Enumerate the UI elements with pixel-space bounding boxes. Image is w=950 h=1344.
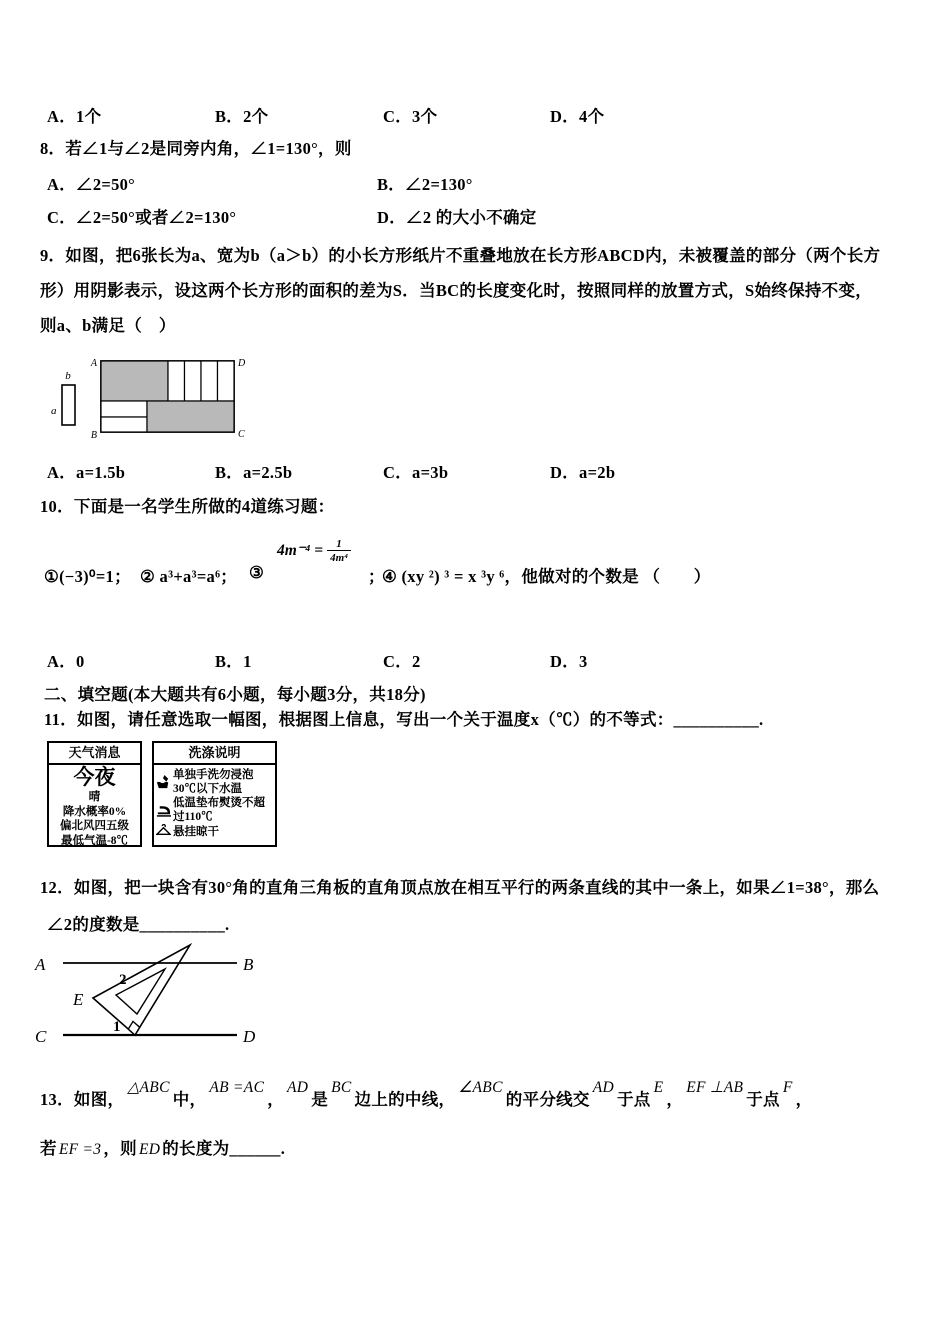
q10-item3-number: ③ xyxy=(249,563,265,582)
q13-text: ， xyxy=(666,1090,684,1109)
q10-item3-formula xyxy=(277,538,351,565)
q12-stem-line2: ∠2的度数是__________. xyxy=(47,915,230,934)
q12-angle-2: 2 xyxy=(119,972,127,988)
q9-stem-line3: 则a、b满足（ ） xyxy=(40,316,176,335)
q13-math-bc: BC xyxy=(331,1079,352,1096)
q11-stem: 11．如图，请任意选取一幅图，根据图上信息，写出一个关于温度x（℃）的不等式：__________. xyxy=(44,710,764,729)
q13-text: 边上的中线， xyxy=(354,1090,456,1109)
q9-option-d: D．a=2b xyxy=(550,463,616,482)
q13-math-ef-eq-3: EF =3 xyxy=(58,1141,102,1158)
q13-stem-line2 xyxy=(40,1135,285,1159)
q9-stem-line1: 9．如图，把6张长为a、宽为b（a＞b）的小长方形纸片不重叠地放在长方形ABCD内，未被覆盖的部分（两个长方 xyxy=(40,246,881,265)
wash-item1-line1: 单独手洗勿浸泡 xyxy=(173,769,254,781)
q8-stem: 8．若∠1与∠2是同旁内角，∠1=130°，则 xyxy=(40,139,352,158)
weather-tonight: 今夜 xyxy=(73,765,116,789)
q9-option-c: C．a=3b xyxy=(383,463,449,482)
wash-box-title: 洗涤说明 xyxy=(154,743,275,765)
wash-item2-line1: 低温垫布熨烫不超 xyxy=(173,797,265,809)
section2-heading: 二、填空题(本大题共有6小题，每小题3分，共18分) xyxy=(44,685,426,704)
q13-stem-line1 xyxy=(40,1079,813,1110)
q9-label-B: B xyxy=(90,430,97,441)
q12-right-angle-mark xyxy=(128,1021,139,1035)
q13-text: ， xyxy=(795,1090,813,1109)
q8-option-b: B．∠2=130° xyxy=(377,175,473,194)
q12-stem-line1: 12．如图，把一块含有30°角的直角三角板的直角顶点放在相互平行的两条直线的其中一条上，如果∠1=38°，那么 xyxy=(40,878,880,897)
q13-text: ， xyxy=(267,1090,285,1109)
q9-stem-line2: 形）用阴影表示，设这两个长方形的面积的差为S．当BC的长度变化时，按照同样的放置方式，S始终保持不变， xyxy=(40,281,873,300)
q13-text: ，则 xyxy=(103,1139,137,1158)
q9-label-C: C xyxy=(238,429,245,440)
q9-option-a: A．a=1.5b xyxy=(47,463,126,482)
q13-text: 中， xyxy=(172,1090,207,1109)
q9-small-rect xyxy=(62,385,75,425)
q12-triangle-outer xyxy=(93,945,190,1035)
weather-low-temp: 最低气温-8℃ xyxy=(60,834,129,847)
q10-option-a: A．0 xyxy=(47,652,85,671)
q13-text: 是 xyxy=(311,1090,329,1109)
q13-math-e: E xyxy=(653,1079,664,1096)
q9-options-row xyxy=(47,459,615,483)
wash-item2-line2: 过110℃ xyxy=(173,811,213,823)
q10-stem: 10．下面是一名学生所做的4道练习题： xyxy=(40,497,335,516)
weather-precipitation: 降水概率0% xyxy=(62,805,127,818)
q9-label-a: a xyxy=(51,405,57,417)
weather-wind: 偏北风四五级 xyxy=(60,820,129,832)
q11-wash-box xyxy=(152,741,277,847)
q12-figure xyxy=(25,938,265,1058)
q12-label-E: E xyxy=(73,990,84,1009)
q8-options-row2 xyxy=(47,204,537,228)
q7-option-c: C．3个 xyxy=(383,107,438,126)
q7-options-row xyxy=(47,103,604,127)
q9-figure-svg xyxy=(44,352,260,447)
q10-option-b: B．1 xyxy=(215,652,252,671)
q13-math-ed: ED xyxy=(138,1141,161,1158)
hand-wash-icon xyxy=(156,775,171,790)
q7-option-a: A．1个 xyxy=(47,107,102,126)
q13-math-ad2: AD xyxy=(592,1079,614,1096)
q13-text: 若 xyxy=(40,1139,57,1158)
q10-formula-fraction xyxy=(327,538,351,565)
q9-hstrip-2 xyxy=(101,417,147,432)
q8-options-row1 xyxy=(47,171,473,195)
q9-label-D: D xyxy=(238,358,246,369)
q7-option-b: B．2个 xyxy=(215,107,269,126)
q10-separator: ； xyxy=(368,567,385,586)
q13-math-ef-perp-ab: EF ⊥AB xyxy=(686,1079,744,1096)
q12-label-D: D xyxy=(243,1027,256,1046)
q12-label-A: A xyxy=(35,955,46,974)
q10-item1: ①(−3)⁰=1； xyxy=(44,567,131,586)
q9-strip-2 xyxy=(185,361,202,401)
q9-strip-1 xyxy=(168,361,185,401)
q9-hstrip-1 xyxy=(101,401,147,417)
q8-option-c: C．∠2=50°或者∠2=130° xyxy=(47,208,237,227)
q13-math-ad: AD xyxy=(287,1079,309,1096)
iron-icon xyxy=(156,803,171,818)
q9-strip-4 xyxy=(218,361,235,401)
q9-strip-3 xyxy=(201,361,218,401)
weather-sunny: 晴 xyxy=(88,791,101,803)
q12-angle-1: 1 xyxy=(113,1019,121,1035)
hanger-icon xyxy=(156,824,171,839)
q13-text: 于点 xyxy=(616,1090,651,1109)
q10-item2: ② a³+a³=a⁶； xyxy=(140,567,238,586)
weather-box-title: 天气消息 xyxy=(49,743,140,765)
q10-options-row xyxy=(47,648,588,672)
wash-item3: 悬挂晾干 xyxy=(173,825,219,838)
q8-option-a: A．∠2=50° xyxy=(47,175,136,194)
q13-text: 的长度为______. xyxy=(162,1139,286,1158)
q9-shaded-top xyxy=(101,361,168,401)
q9-label-A: A xyxy=(90,358,97,369)
q10-fraction-denominator: 4m⁴ xyxy=(327,550,351,565)
q10-option-d: D．3 xyxy=(550,652,588,671)
q10-fraction-numerator: 1 xyxy=(336,538,342,550)
q13-math-f: F xyxy=(782,1079,793,1096)
q9-shaded-bottom xyxy=(147,401,234,432)
q9-label-b: b xyxy=(65,370,71,382)
q13-text: 的平分线交 xyxy=(505,1090,590,1109)
q9-option-b: B．a=2.5b xyxy=(215,463,293,482)
q10-formula-lhs: 4m⁻⁴ = xyxy=(277,542,324,560)
q10-option-c: C．2 xyxy=(383,652,421,671)
q9-figure xyxy=(44,352,260,452)
q13-math-ab-eq-ac: AB =AC xyxy=(209,1079,265,1096)
q12-figure-svg xyxy=(25,938,265,1053)
q13-text: 13．如图， xyxy=(40,1090,125,1109)
q13-math-triangle-abc: △ABC xyxy=(127,1079,170,1096)
q12-label-C: C xyxy=(35,1027,47,1046)
q8-option-d: D．∠2 的大小不确定 xyxy=(377,208,537,227)
q12-label-B: B xyxy=(243,955,254,974)
q7-option-d: D．4个 xyxy=(550,107,605,126)
q13-text: 于点 xyxy=(746,1090,780,1109)
q13-math-angle-abc: ∠ABC xyxy=(458,1079,503,1096)
wash-item1-line2: 30℃以下水温 xyxy=(173,783,242,795)
q10-item4: ④ (xy ²) ³ = x ³y ⁶，他做对的个数是 （ ） xyxy=(382,567,711,586)
q11-weather-box xyxy=(47,741,142,847)
